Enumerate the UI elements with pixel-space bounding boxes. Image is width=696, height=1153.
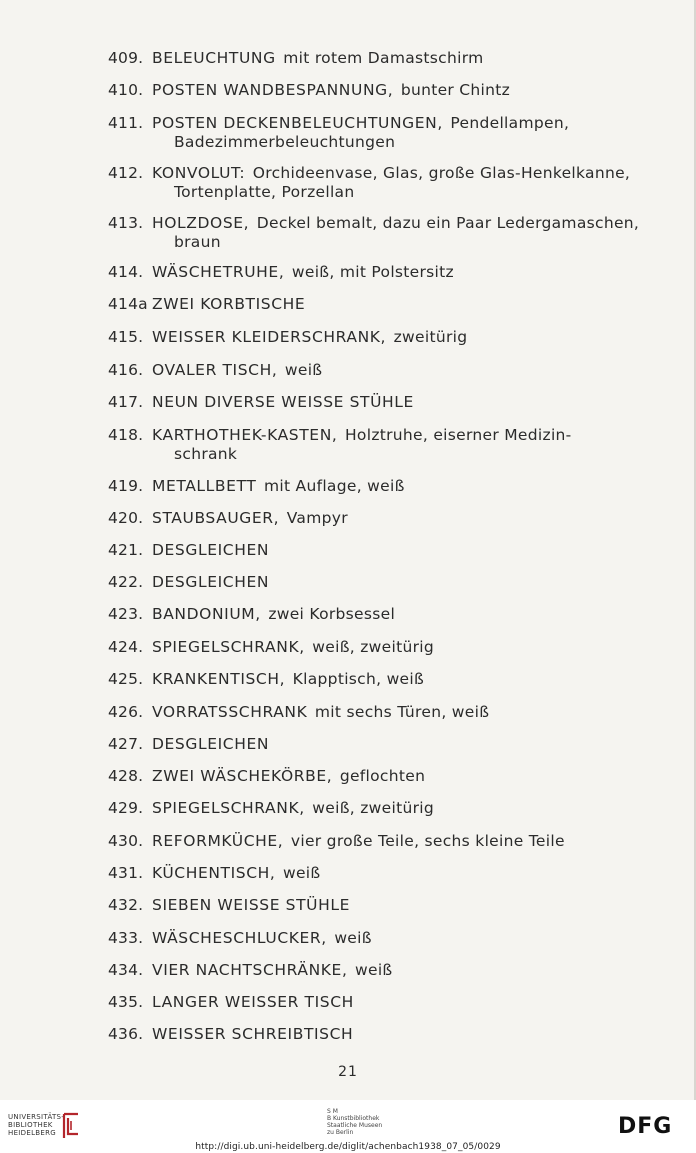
entry-text xyxy=(152,477,405,496)
entry-description: weiß xyxy=(282,864,321,882)
entry-description: Vampyr xyxy=(286,509,348,527)
entry-title: SPIEGELSCHRANK, xyxy=(152,799,305,817)
entry-title: STAUBSAUGER, xyxy=(152,509,280,527)
entry-title: WEISSER KLEIDERSCHRANK, xyxy=(152,328,387,346)
entry-title: DESGLEICHEN xyxy=(152,735,270,753)
entry-text xyxy=(152,832,565,851)
entry-text xyxy=(152,799,434,818)
entry-number: 426. xyxy=(108,703,144,721)
entry-continuation: braun xyxy=(174,233,221,251)
entry-number: 410. xyxy=(108,81,144,99)
entry-title: HOLZDOSE, xyxy=(152,214,250,232)
entry-text xyxy=(152,929,372,948)
entry-title: BANDONIUM, xyxy=(152,605,261,623)
entry-text xyxy=(152,361,322,380)
entry-description: mit Auflage, weiß xyxy=(263,477,405,495)
entry-text xyxy=(152,993,356,1012)
entry-text xyxy=(152,295,307,314)
entry-title: DESGLEICHEN xyxy=(152,541,270,559)
entry-title: WEISSER SCHREIBTISCH xyxy=(152,1025,354,1043)
entry-text xyxy=(152,735,271,754)
entry-text xyxy=(152,214,639,233)
entry-number: 436. xyxy=(108,1025,144,1043)
library-name xyxy=(8,1113,64,1137)
entry-number: 435. xyxy=(108,993,144,1011)
entry-number: 409. xyxy=(108,49,144,67)
library-name-line: HEIDELBERG xyxy=(8,1129,56,1137)
entry-title: BELEUCHTUNG xyxy=(152,49,276,67)
entry-text xyxy=(152,541,271,560)
entry-text xyxy=(152,328,467,347)
entry-text xyxy=(152,573,271,592)
entry-number: 422. xyxy=(108,573,144,591)
entry-description: weiß, zweitürig xyxy=(312,638,434,656)
entry-number: 433. xyxy=(108,929,144,947)
entry-title: OVALER TISCH, xyxy=(152,361,278,379)
museum-credit-line: S M xyxy=(327,1108,338,1115)
entry-text xyxy=(152,605,395,624)
entry-description: zweitürig xyxy=(393,328,468,346)
entry-description: zwei Korbsessel xyxy=(268,605,396,623)
museum-credit-line: zu Berlin xyxy=(327,1129,354,1136)
entry-title: NEUN DIVERSE WEISSE STÜHLE xyxy=(152,393,414,411)
entry-description: Orchideenvase, Glas, große Glas-Henkelkanne, xyxy=(252,164,631,182)
entry-number: 431. xyxy=(108,864,144,882)
entry-title: KARTHOTHEK-KASTEN, xyxy=(152,426,338,444)
entry-description: weiß, zweitürig xyxy=(312,799,434,817)
entry-text xyxy=(152,703,489,722)
entry-description: mit rotem Damastschirm xyxy=(283,49,484,67)
entry-number: 417. xyxy=(108,393,144,411)
museum-credit xyxy=(327,1108,382,1136)
entry-number: 424. xyxy=(108,638,144,656)
entry-text xyxy=(152,767,425,786)
permalink-url[interactable]: http://digi.ub.uni-heidelberg.de/diglit/achenbach1938_07_05/0029 xyxy=(195,1142,501,1152)
entry-number: 425. xyxy=(108,670,144,688)
entry-title: DESGLEICHEN xyxy=(152,573,270,591)
entry-text xyxy=(152,263,454,282)
entry-text xyxy=(152,81,510,100)
entry-description: Holztruhe, eiserner Medizin- xyxy=(344,426,572,444)
library-name-line: BIBLIOTHEK xyxy=(8,1121,53,1129)
entry-number: 419. xyxy=(108,477,144,495)
entry-text xyxy=(152,114,569,133)
entry-description: weiß xyxy=(334,929,372,947)
entry-title: VIER NACHTSCHRÄNKE, xyxy=(152,961,348,979)
entry-title: WÄSCHETRUHE, xyxy=(152,263,285,281)
entry-number: 414a xyxy=(108,295,148,313)
entry-title: ZWEI WÄSCHEKÖRBE, xyxy=(152,767,333,785)
entry-title: POSTEN WANDBESPANNUNG, xyxy=(152,81,394,99)
entry-number: 423. xyxy=(108,605,144,623)
entry-title: VORRATSSCHRANK xyxy=(152,703,308,721)
entry-text xyxy=(152,49,484,68)
entry-number: 418. xyxy=(108,426,144,444)
entry-text xyxy=(152,393,416,412)
entry-number: 421. xyxy=(108,541,144,559)
entry-number: 414. xyxy=(108,263,144,281)
entry-number: 429. xyxy=(108,799,144,817)
entry-text xyxy=(152,961,393,980)
entry-number: 412. xyxy=(108,164,144,182)
entry-title: SIEBEN WEISSE STÜHLE xyxy=(152,896,350,914)
entry-description: Pendellampen, xyxy=(450,114,570,132)
entry-number: 428. xyxy=(108,767,144,785)
entry-description: Deckel bemalt, dazu ein Paar Ledergamaschen, xyxy=(256,214,640,232)
page-number: 21 xyxy=(338,1064,358,1080)
entry-continuation: schrank xyxy=(174,445,238,463)
university-library-logo-icon xyxy=(60,1112,82,1140)
entry-continuation: Badezimmerbeleuchtungen xyxy=(174,133,396,151)
entry-continuation: Tortenplatte, Porzellan xyxy=(174,183,355,201)
entry-number: 413. xyxy=(108,214,144,232)
entry-number: 432. xyxy=(108,896,144,914)
entry-number: 416. xyxy=(108,361,144,379)
entry-title: WÄSCHESCHLUCKER, xyxy=(152,929,327,947)
entry-title: SPIEGELSCHRANK, xyxy=(152,638,305,656)
museum-credit-line: Staatliche Museen xyxy=(327,1122,383,1129)
entry-number: 430. xyxy=(108,832,144,850)
entry-title: ZWEI KORBTISCHE xyxy=(152,295,306,313)
entry-text xyxy=(152,509,348,528)
entry-title: REFORMKÜCHE, xyxy=(152,832,284,850)
entry-title: KÜCHENTISCH, xyxy=(152,864,276,882)
entry-title: METALLBETT xyxy=(152,477,257,495)
entry-text xyxy=(152,426,572,445)
entry-title: KRANKENTISCH, xyxy=(152,670,286,688)
entry-text xyxy=(152,1025,355,1044)
entry-text xyxy=(152,670,424,689)
entry-description: bunter Chintz xyxy=(400,81,511,99)
entry-description: Klapptisch, weiß xyxy=(292,670,425,688)
library-name-line: UNIVERSITÄTS- xyxy=(8,1113,65,1121)
entry-description: vier große Teile, sechs kleine Teile xyxy=(290,832,565,850)
entry-number: 427. xyxy=(108,735,144,753)
entry-text xyxy=(152,864,320,883)
entry-text xyxy=(152,638,434,657)
entry-description: mit sechs Türen, weiß xyxy=(314,703,490,721)
entry-number: 415. xyxy=(108,328,144,346)
entry-title: KONVOLUT: xyxy=(152,164,246,182)
entry-title: POSTEN DECKENBELEUCHTUNGEN, xyxy=(152,114,443,132)
entry-text xyxy=(152,896,352,915)
entry-number: 434. xyxy=(108,961,144,979)
entry-description: weiß xyxy=(355,961,393,979)
dfg-logo: DFG xyxy=(618,1114,673,1139)
entry-description: weiß xyxy=(284,361,323,379)
entry-number: 411. xyxy=(108,114,144,132)
entry-text xyxy=(152,164,630,183)
entry-number: 420. xyxy=(108,509,144,527)
entry-description: geflochten xyxy=(339,767,426,785)
entry-title: LANGER WEISSER TISCH xyxy=(152,993,354,1011)
entry-description: weiß, mit Polstersitz xyxy=(291,263,454,281)
museum-credit-line: B Kunstbibliothek xyxy=(327,1115,380,1122)
